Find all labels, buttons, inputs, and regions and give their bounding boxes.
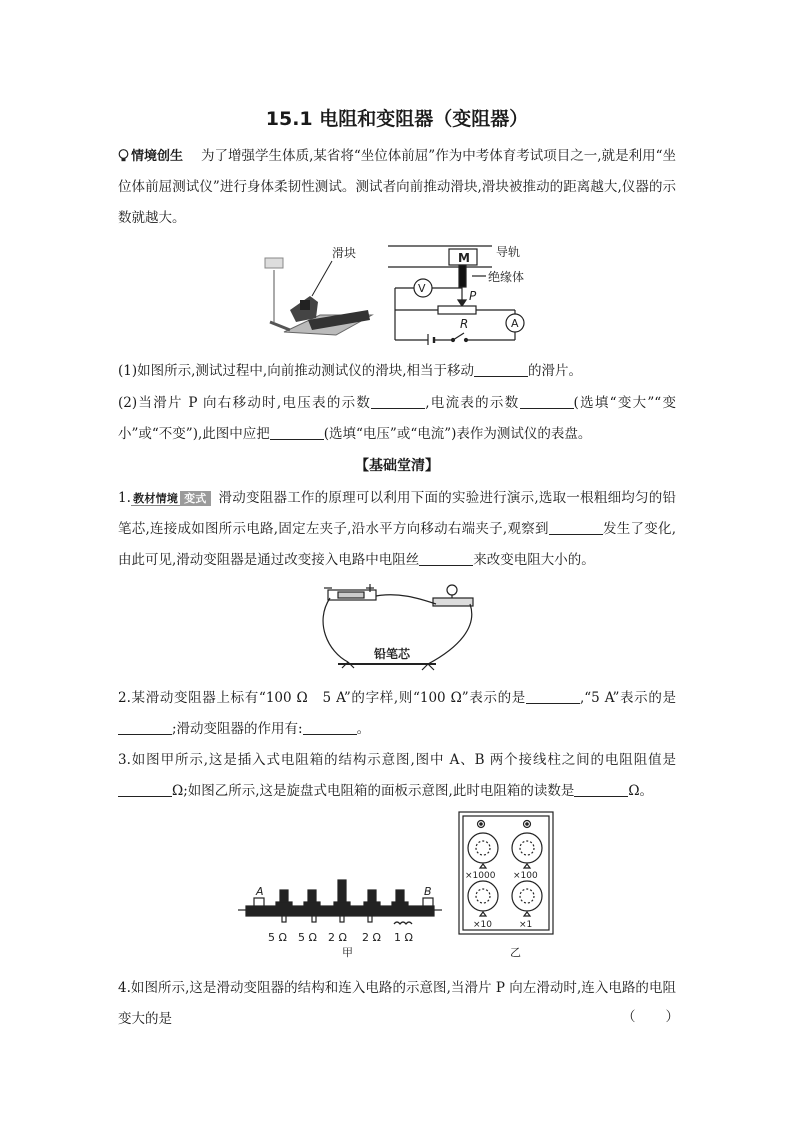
intro-q2-text-b: ,电流表的示数 bbox=[425, 395, 520, 411]
q3-text-c: Ω。 bbox=[628, 783, 654, 799]
resistor-label: 5 Ω bbox=[298, 931, 317, 944]
intro-q1-text-a: (1)如图所示,测试过程中,向前推动测试仪的滑块,相当于移动 bbox=[118, 363, 474, 379]
section-title: 【基础堂清】 bbox=[355, 458, 439, 474]
answer-blank[interactable] bbox=[270, 425, 324, 440]
question-4 bbox=[118, 973, 676, 1035]
answer-blank[interactable] bbox=[526, 689, 580, 704]
pencil-lead-label: 铅笔芯 bbox=[374, 647, 411, 661]
question-3 bbox=[118, 745, 676, 807]
q1-text-a: 滑动变阻器工作的原理可以利用下面的实验进行演示,选取一根粗细均匀的铅笔芯,连接成如图所示电路,固定左夹子,沿水平方向移动右端夹子,观察到 bbox=[118, 490, 677, 537]
q3-text-b: Ω;如图乙所示,这是旋盘式电阻箱的面板示意图,此时电阻箱的读数是 bbox=[172, 783, 575, 799]
q2-text-a: 2.某滑动变阻器上标有“100 Ω 5 A”的字样,则“100 Ω”表示的是 bbox=[118, 690, 526, 706]
terminal-b-label: B bbox=[424, 885, 432, 898]
dial-resistance-box-figure bbox=[455, 810, 557, 960]
tester-device-illustration bbox=[265, 258, 372, 335]
page-title: 15.1 电阻和变阻器（变阻器） bbox=[265, 108, 529, 130]
intro-q2-text-a: (2)当滑片 P 向右移动时,电压表的示数 bbox=[118, 395, 372, 411]
q3-text-a: 3.如图甲所示,这是插入式电阻箱的结构示意图,图中 A、B 两个接线柱之间的电阻阻值是 bbox=[118, 752, 676, 768]
lightbulb-icon bbox=[118, 149, 129, 162]
slider-label: 滑块 bbox=[332, 246, 357, 260]
plug-resistance-box-figure bbox=[238, 868, 443, 958]
variant-badge: 变式 bbox=[180, 491, 210, 506]
dial-multiplier: ×1 bbox=[519, 920, 533, 930]
ammeter-symbol: A bbox=[511, 317, 519, 330]
dial-multiplier: ×100 bbox=[513, 871, 538, 881]
q2-text-b: ,“5 A”表示的是 bbox=[579, 690, 676, 706]
q1-text-b: 发生了变化,由此可见,滑动变阻器是通过改变接入电路中电阻丝 bbox=[118, 521, 676, 568]
dial-multiplier: ×1000 bbox=[465, 871, 496, 881]
answer-blank[interactable] bbox=[118, 720, 172, 735]
q1-text-c: 来改变电阻大小的。 bbox=[473, 552, 595, 568]
answer-blank[interactable] bbox=[474, 362, 528, 377]
motor-label: M bbox=[458, 251, 470, 265]
resistor-label: 2 Ω bbox=[362, 931, 381, 944]
insulator-label: 绝缘体 bbox=[488, 270, 525, 284]
answer-blank[interactable] bbox=[574, 782, 628, 797]
intro-paragraph bbox=[118, 141, 676, 234]
intro-text: 为了增强学生体质,某省将“坐位体前屈”作为中考体育考试项目之一,就是利用“坐位体前屈测试仪”进行身体柔韧性测试。测试者向前推动滑块,滑块被推动的距离越大,仪器的示数就越大。 bbox=[118, 148, 676, 226]
intro-q2-text-c: (选填“变大”“变小”或“不变”),此图中应把 bbox=[118, 395, 676, 442]
q2-text-c: ;滑动变阻器的作用有: bbox=[172, 721, 303, 737]
q2-text-d: 。 bbox=[356, 721, 371, 737]
intro-q1-text-b: 的滑片。 bbox=[528, 363, 582, 379]
resistor-label: 1 Ω bbox=[394, 931, 413, 944]
textbook-context-badge: 教材情境 bbox=[132, 492, 179, 505]
intro-q2-text-d: (选填“电压”或“电流”)表作为测试仪的表盘。 bbox=[323, 426, 592, 442]
answer-blank[interactable] bbox=[118, 782, 172, 797]
resistor-r-label: R bbox=[460, 317, 469, 331]
voltmeter-symbol: V bbox=[418, 282, 426, 295]
slider-p-label: P bbox=[469, 289, 477, 303]
figure-caption-yi: 乙 bbox=[510, 946, 521, 959]
q4-text: 4.如图所示,这是滑动变阻器的结构和连入电路的示意图,当滑片 P 向左滑动时,连入电路的电阻变大的是 bbox=[118, 980, 676, 1027]
pencil-lead-figure bbox=[318, 582, 478, 674]
answer-blank[interactable] bbox=[549, 520, 603, 535]
intro-tag: 情境创生 bbox=[131, 149, 184, 164]
question-number: 1. bbox=[118, 490, 131, 506]
question-2 bbox=[118, 683, 676, 745]
answer-blank[interactable] bbox=[303, 720, 357, 735]
figure-caption-jia: 甲 bbox=[342, 946, 353, 958]
answer-blank[interactable] bbox=[371, 394, 425, 409]
answer-parentheses[interactable]: （ ） bbox=[622, 1009, 680, 1025]
tester-circuit bbox=[388, 246, 524, 345]
rail-label: 导轨 bbox=[496, 245, 521, 259]
resistor-label: 5 Ω bbox=[268, 931, 287, 944]
terminal-a-label: A bbox=[256, 885, 264, 898]
intro-question-1 bbox=[118, 356, 676, 387]
intro-question-2 bbox=[118, 388, 676, 450]
answer-blank[interactable] bbox=[419, 551, 473, 566]
question-1 bbox=[118, 483, 676, 576]
fitness-tester-figure bbox=[260, 240, 540, 345]
resistor-label: 2 Ω bbox=[328, 931, 347, 944]
dial-multiplier: ×10 bbox=[473, 920, 492, 930]
answer-blank[interactable] bbox=[520, 394, 574, 409]
